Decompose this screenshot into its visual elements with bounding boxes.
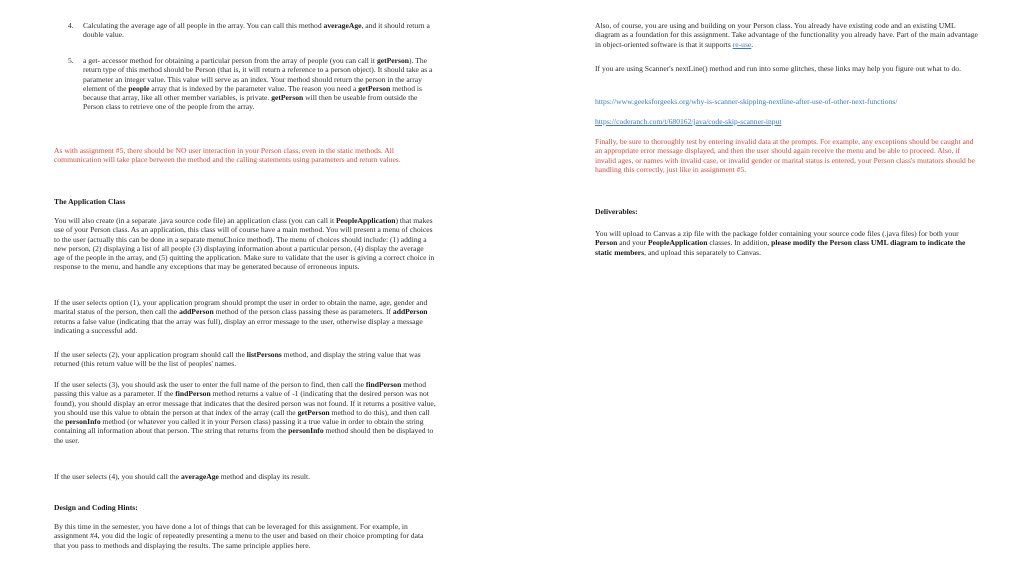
list-item-text: Calculating the average age of all people in the array. You can call this method averageAge, and it should return a double value. bbox=[83, 21, 430, 40]
app-paragraph-5: If the user selects (4), you should call the averageAge method and display its result. bbox=[54, 472, 311, 481]
app-paragraph-1: You will also create (in a separate .java source code file) an application class (you can call it PeopleApplication) that makes use of your Person class. As an application, this class will of course have a main method. You will present a menu of choices to the user (actually this can be done in a separate menuChoice method). The menu of choices should include: (1) adding a new person, (2) displaying a list of all people (3) displaying information about a particular person, (4) display the average age of the people in the array, and (5) quitting the application. Make sure to validate that the user is giving a correct choice in response to the menu, and handle any exceptions that may be generated because of erroneous inputs. bbox=[54, 216, 435, 272]
reuse-paragraph: Also, of course, you are using and building on your Person class. You already have existing code and an existing UML diagram as a foundation for this assignment. Take advantage of the functionality you already have. Part of the main advantage in object-oriented software is that it supports re-use. bbox=[595, 21, 978, 49]
hints-paragraph: By this time in the semester, you have done a lot of things that can be leveraged for this assignment. For example, in assignment #4, you did the logic of repeatedly presenting a menu to the user and based on their choice prompting for data that you pass to methods and displaying the results. The same principle applies here. bbox=[54, 522, 424, 550]
coderanch-link-row bbox=[595, 117, 982, 126]
deliverables-heading: Deliverables: bbox=[595, 207, 638, 216]
app-class-heading: The Application Class bbox=[54, 197, 126, 206]
list-item-5 bbox=[54, 56, 436, 112]
app-paragraph-2: If the user selects option (1), your application program should prompt the user in order to obtain the name, age, gender and marital status of the person, then call the addPerson method of the person class passing these as parameters. If addPerson returns a false value (indicating that the array was full), display an error message to the user, otherwise display a message indicating a successful add. bbox=[54, 298, 428, 335]
hints-heading: Design and Coding Hints: bbox=[54, 503, 138, 512]
list-item-text: a get- accessor method for obtaining a particular person from the array of people (you can call it getPerson). The return type of this method should be Person (that is, it will return a reference to a person object). It should take as a parameter an integer value. This value will serve as an index. Your method should return the person in the array element of the people array that is indexed by the parameter value. The reason you need a getPerson method is because that array, like all other member variables, is private. getPerson will then be useable from outside the Person class to retrieve one of the people from the array. bbox=[83, 56, 433, 112]
deliverables-paragraph: You will upload to Canvas a zip file with the package folder containing your source code files (.java files) for both your Person and your PeopleApplication classes. In addition, please modify the Person class UML diagram to indicate the static members, and upload this separately to Canvas. bbox=[595, 229, 966, 257]
list-number: 5. bbox=[68, 56, 74, 65]
red-note: As with assignment #5, there should be NO user interaction in your Person class, even in the static methods. All communication will take place between the method and the calling statements using parameters and return values. bbox=[54, 146, 401, 165]
app-paragraph-3: If the user selects (2), your application program should call the listPersons method, and display the string value that was returned (this return value will be the list of peoples' names. bbox=[54, 350, 421, 369]
list-number: 4. bbox=[68, 21, 74, 30]
geeksforgeeks-link[interactable]: https://www.geeksforgeeks.org/why-is-scanner-skipping-nextline-after-use-of-other-next-functions/ bbox=[595, 97, 898, 106]
app-paragraph-4: If the user selects (3), you should ask the user to enter the full name of the person to find, then call the findPerson method passing this value as a parameter. If the findPerson method returns a value of -1 (indicating that the desired person was not found), you should display an error message that indicates that the desired person was not found. If it returns a positive value, you should use this value to obtain the person at that index of the array (call the getPerson method to do this), and then call the personInfo method (or whatever you called it in your Person class) passing it a true value in order to obtain the string containing all information about that person. The string that returns from the personInfo method should then be displayed to the user. bbox=[54, 380, 436, 445]
coderanch-link[interactable]: https://coderanch.com/t/680162/java/code-skip-scanner-input bbox=[595, 117, 782, 126]
list-item-4 bbox=[54, 21, 436, 40]
scanner-paragraph: If you are using Scanner's nextLine() method and run into some glitches, these links may help you figure out what to do. bbox=[595, 64, 961, 73]
testing-note: Finally, be sure to thoroughly test by entering invalid data at the prompts. For example, any exceptions should be caught and an appropriate error message displayed, and then the user should again receive the menu and be able to proceed. Also, if invalid ages, or names with invalid case, or invalid gender or marital status is entered, your Person class's mutators should be handling this correctly, just like in assignment #5. bbox=[595, 137, 975, 174]
geeksforgeeks-link-row bbox=[595, 97, 982, 106]
reuse-link[interactable]: re-use bbox=[732, 39, 752, 49]
